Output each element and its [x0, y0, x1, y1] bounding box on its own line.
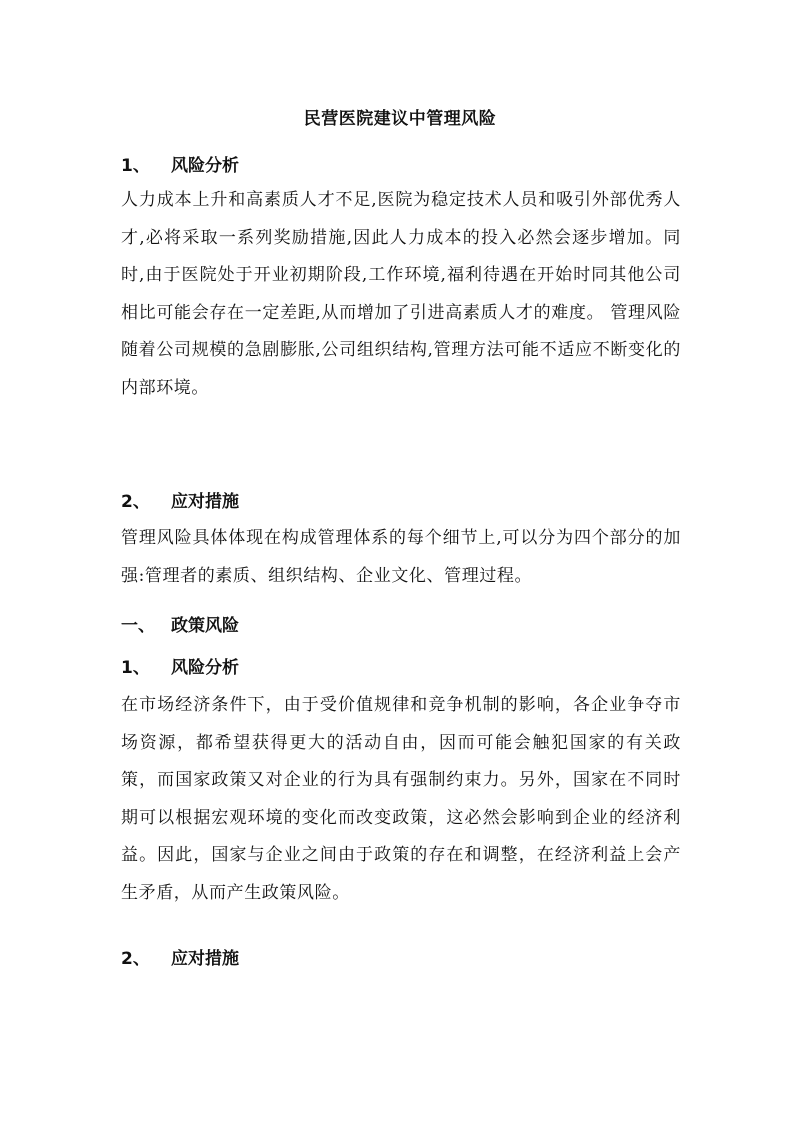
section-number: 1、 [121, 156, 150, 176]
section-heading-policy-countermeasures [121, 944, 239, 969]
section-label: 应对措施 [171, 949, 239, 969]
document-title: 民营医院建议中管理风险 [303, 109, 497, 129]
countermeasures-paragraph: 管理风险具体体现在构成管理体系的每个细节上,可以分为四个部分的加强:管理者的素质、组织结构、企业文化、管理过程。 [121, 528, 681, 586]
section-label: 应对措施 [171, 492, 239, 512]
section-label: 风险分析 [171, 156, 239, 176]
part-number: 一、 [121, 616, 155, 636]
part-heading-policy-risk [121, 611, 239, 636]
part-label: 政策风险 [171, 616, 239, 636]
section-number: 2、 [121, 949, 150, 969]
section-number: 2、 [121, 492, 150, 512]
section-heading-risk-analysis [121, 151, 239, 176]
section-label: 风险分析 [171, 658, 239, 678]
section-heading-policy-risk-analysis [121, 653, 239, 678]
section-heading-countermeasures [121, 487, 239, 512]
risk-analysis-paragraph: 人力成本上升和高素质人才不足,医院为稳定技术人员和吸引外部优秀人才,必将采取一系列奖励措施,因此人力成本的投入必然会逐步增加。同时,由于医院处于开业初期阶段,工作环境,福利待遇在开始时同其他公司相比可能会存在一定差距,从而增加了引进高素质人才的难度。 管理风险 随着公司规模的急剧膨胀,公司组织结构,管理方法可能不适应不断变化的内部环境。 [121, 190, 681, 398]
policy-risk-paragraph: 在市场经济条件下，由于受价值规律和竞争机制的影响，各企业争夺市场资源，都希望获得更大的活动自由，因而可能会触犯国家的有关政策，而国家政策又对企业的行为具有强制约束力。另外，国家在不同时期可以根据宏观环境的变化而改变政策，这必然会影响到企业的经济利益。因此，国家与企业之间由于政策的存在和调整，在经济利益上会产生矛盾，从而产生政策风险。 [121, 695, 681, 903]
section-number: 1、 [121, 658, 150, 678]
